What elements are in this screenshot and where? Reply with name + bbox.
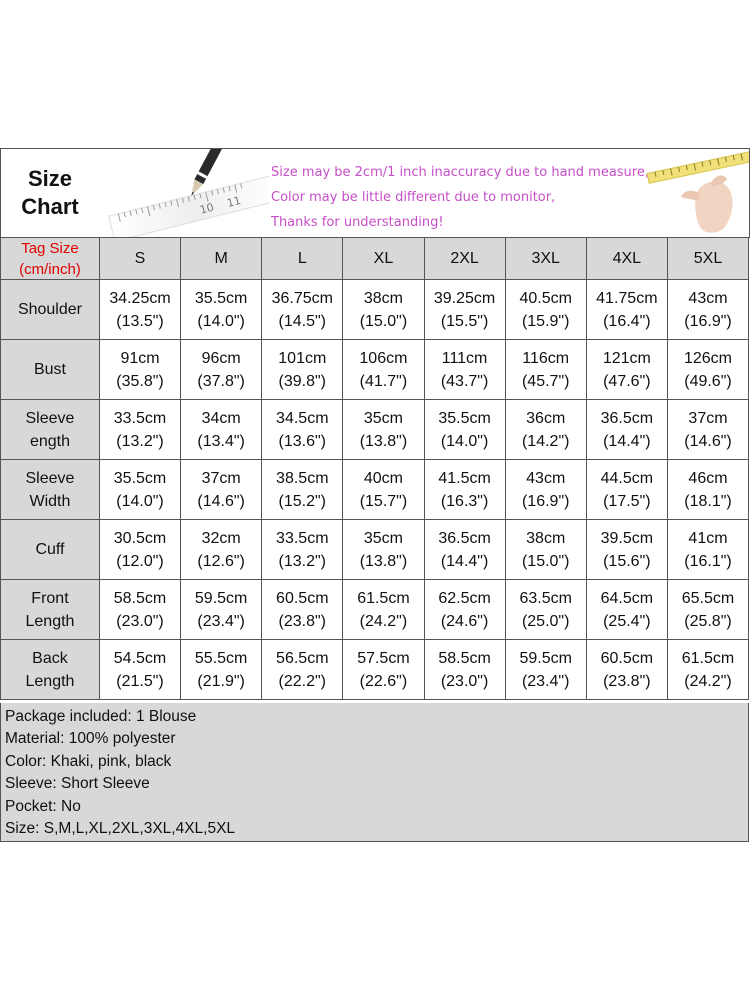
measurement-cell-2xl <box>425 580 506 640</box>
cm-value: 40cm <box>363 469 403 487</box>
measurement-cell-5xl <box>668 280 749 340</box>
cm-value: 35.5cm <box>194 289 248 307</box>
size-chart-header <box>0 148 749 237</box>
measurement-label <box>0 280 100 340</box>
inch-value: (47.6") <box>603 372 651 390</box>
inch-value: (39.8") <box>278 372 327 390</box>
cm-value: 61.5cm <box>357 589 410 607</box>
cm-value: 33.5cm <box>276 529 329 547</box>
measurement-label-line1: Bust <box>33 361 66 378</box>
cm-value: 59.5cm <box>194 589 248 607</box>
tag-size-row <box>0 238 749 280</box>
cm-value: 63.5cm <box>519 589 572 607</box>
cm-value: 43cm <box>526 469 566 487</box>
inch-value: (24.2") <box>684 672 732 690</box>
measurement-cell-s <box>100 460 181 520</box>
measurement-row <box>0 400 749 460</box>
pencil-ruler-illustration <box>99 149 269 237</box>
inch-value: (16.9") <box>521 492 570 510</box>
cm-value: 39.5cm <box>600 529 654 547</box>
inch-value: (24.6") <box>440 612 489 630</box>
cm-value: 34cm <box>201 409 241 427</box>
cm-value: 35.5cm <box>438 409 491 427</box>
measurement-cell-5xl <box>668 520 749 580</box>
cm-value: 33.5cm <box>113 409 167 427</box>
measurement-cell-m <box>181 520 262 580</box>
inch-value: (25.4") <box>603 612 651 630</box>
cm-value: 106cm <box>359 349 408 367</box>
measurement-cell-3xl <box>506 520 587 580</box>
cm-value: 64.5cm <box>600 589 654 607</box>
inch-value: (23.8") <box>278 612 327 630</box>
cm-value: 46cm <box>688 469 728 487</box>
measurement-label-line2: ength <box>29 432 70 450</box>
measurement-cell-m <box>181 640 262 700</box>
cm-value: 36.5cm <box>600 409 654 427</box>
measurement-cell-2xl <box>425 400 506 460</box>
measurement-cell-m <box>181 460 262 520</box>
cm-value: 37cm <box>201 469 241 487</box>
cm-value: 40.5cm <box>519 289 572 307</box>
measurement-cell-l <box>262 400 343 460</box>
inch-value: (24.2") <box>359 612 408 630</box>
measurement-label-line2: Length <box>25 672 75 690</box>
ruler-shape <box>109 175 269 237</box>
measurement-cell-4xl <box>587 340 668 400</box>
size-header-2xl: 2XL <box>425 238 506 280</box>
inch-value: (14.5") <box>278 312 327 330</box>
inch-value: (16.4") <box>603 312 651 330</box>
measurement-cell-m <box>181 340 262 400</box>
tag-size-label <box>0 238 100 280</box>
measurement-cell-xl <box>343 400 424 460</box>
measurement-cell-s <box>100 340 181 400</box>
size-header-xl: XL <box>343 238 424 280</box>
cm-value: 38cm <box>526 529 566 547</box>
size-table <box>0 238 749 700</box>
size-header-3xl: 3XL <box>506 238 587 280</box>
measurement-cell-s <box>100 280 181 340</box>
inch-value: (45.7") <box>521 372 570 390</box>
cm-value: 41.5cm <box>438 469 491 487</box>
measurement-cell-2xl <box>425 460 506 520</box>
measurement-cell-5xl <box>668 640 749 700</box>
ruler-number-10: 10 <box>198 200 216 217</box>
inch-value: (21.9") <box>197 672 245 690</box>
measurement-label-line2: Length <box>25 612 75 630</box>
cm-value: 96cm <box>201 349 241 367</box>
tag-size-label-line2: (cm/inch) <box>19 260 81 278</box>
info-sizes: Size: S,M,L,XL,2XL,3XL,4XL,5XL <box>5 820 236 838</box>
measurement-row <box>0 580 749 640</box>
cm-value: 60.5cm <box>276 589 329 607</box>
measurement-cell-2xl <box>425 340 506 400</box>
measurement-cell-l <box>262 640 343 700</box>
cm-value: 36.5cm <box>438 529 491 547</box>
measurement-label-line1: Sleeve <box>25 469 75 487</box>
measurement-row <box>0 340 749 400</box>
measurement-cell-2xl <box>425 520 506 580</box>
cm-value: 59.5cm <box>519 649 572 667</box>
cm-value: 43cm <box>688 289 728 307</box>
inch-value: (14.0") <box>197 312 245 330</box>
measurement-cell-xl <box>343 340 424 400</box>
measurement-cell-l <box>262 340 343 400</box>
inch-value: (23.0") <box>116 612 164 630</box>
measurement-row <box>0 280 749 340</box>
cm-value: 101cm <box>278 349 327 367</box>
cm-value: 61.5cm <box>681 649 735 667</box>
measurement-cell-5xl <box>668 460 749 520</box>
measure-note: Size may be 2cm/1 inch inaccuracy due to hand measure, <box>271 165 649 180</box>
measurement-cell-s <box>100 400 181 460</box>
measurement-cell-4xl <box>587 520 668 580</box>
measurement-cell-5xl <box>668 400 749 460</box>
cm-value: 35cm <box>363 529 403 547</box>
cm-value: 34.5cm <box>276 409 329 427</box>
measurement-cell-m <box>181 400 262 460</box>
measurement-cell-5xl <box>668 580 749 640</box>
inch-value: (23.0") <box>440 672 489 690</box>
title-line-2: Chart <box>21 194 79 219</box>
measurement-cell-3xl <box>506 640 587 700</box>
inch-value: (14.2") <box>521 432 570 450</box>
inch-value: (15.0") <box>359 312 408 330</box>
title-line-1: Size <box>27 166 73 191</box>
measurement-label <box>0 460 100 520</box>
cm-value: 126cm <box>683 349 732 367</box>
measurement-label-line2: Width <box>29 492 71 510</box>
inch-value: (14.6") <box>197 492 245 510</box>
inch-value: (25.0") <box>521 612 570 630</box>
inch-value: (12.0") <box>116 552 164 570</box>
measurement-label <box>0 520 100 580</box>
cm-value: 121cm <box>602 349 651 367</box>
measurement-cell-3xl <box>506 280 587 340</box>
measurement-label <box>0 400 100 460</box>
measurement-cell-4xl <box>587 280 668 340</box>
measurement-cell-l <box>262 280 343 340</box>
inch-value: (15.9") <box>521 312 570 330</box>
inch-value: (23.4") <box>197 612 245 630</box>
measurement-cell-5xl <box>668 340 749 400</box>
inch-value: (14.0") <box>116 492 164 510</box>
measurement-cell-s <box>100 640 181 700</box>
cm-value: 38.5cm <box>276 469 329 487</box>
inch-value: (14.4") <box>440 552 489 570</box>
measurement-cell-xl <box>343 460 424 520</box>
inch-value: (16.1") <box>684 552 732 570</box>
measurement-cell-l <box>262 580 343 640</box>
measurement-cell-xl <box>343 520 424 580</box>
inch-value: (15.6") <box>603 552 651 570</box>
measurement-label <box>0 640 100 700</box>
cm-value: 91cm <box>120 349 160 367</box>
measurement-rows <box>0 280 749 700</box>
inch-value: (49.6") <box>684 372 732 390</box>
cm-value: 60.5cm <box>600 649 654 667</box>
inch-value: (15.2") <box>278 492 327 510</box>
inch-value: (17.5") <box>603 492 651 510</box>
inch-value: (18.1") <box>684 492 732 510</box>
size-header-5xl: 5XL <box>668 238 749 280</box>
inch-value: (35.8") <box>116 372 164 390</box>
hand-shape <box>681 176 732 233</box>
cm-value: 58.5cm <box>113 589 167 607</box>
cm-value: 57.5cm <box>357 649 410 667</box>
inch-value: (14.4") <box>603 432 651 450</box>
cm-value: 58.5cm <box>438 649 491 667</box>
inch-value: (41.7") <box>359 372 408 390</box>
cm-value: 116cm <box>522 349 570 367</box>
cm-value: 54.5cm <box>113 649 167 667</box>
inch-value: (23.4") <box>521 672 570 690</box>
cm-value: 65.5cm <box>681 589 735 607</box>
thanks-note: Thanks for understanding! <box>271 215 444 230</box>
inch-value: (22.2") <box>278 672 327 690</box>
measurement-cell-xl <box>343 640 424 700</box>
cm-value: 38cm <box>363 289 403 307</box>
tape-measure-hand-illustration <box>599 149 749 237</box>
measurement-cell-m <box>181 280 262 340</box>
measurement-label-line1: Back <box>32 649 68 667</box>
measurement-label-line1: Shoulder <box>17 301 82 318</box>
size-header-4xl: 4XL <box>587 238 668 280</box>
measurement-cell-3xl <box>506 340 587 400</box>
measurement-cell-4xl <box>587 400 668 460</box>
inch-value: (13.8") <box>359 552 408 570</box>
cm-value: 35.5cm <box>113 469 167 487</box>
ruler-number-11: 11 <box>225 194 243 211</box>
cm-value: 30.5cm <box>113 529 167 547</box>
inch-value: (43.7") <box>440 372 489 390</box>
info-sleeve: Sleeve: Short Sleeve <box>5 775 150 793</box>
measurement-label-line1: Sleeve <box>25 409 75 427</box>
inch-value: (13.2") <box>278 552 327 570</box>
measurement-cell-xl <box>343 580 424 640</box>
inch-value: (15.7") <box>359 492 408 510</box>
measurement-cell-s <box>100 520 181 580</box>
inch-value: (15.0") <box>521 552 570 570</box>
inch-value: (13.2") <box>116 432 164 450</box>
inch-value: (25.8") <box>684 612 732 630</box>
measurement-label <box>0 580 100 640</box>
measurement-cell-s <box>100 580 181 640</box>
inch-value: (15.5") <box>440 312 489 330</box>
measurement-row <box>0 640 749 700</box>
measurement-row <box>0 520 749 580</box>
measurement-banner <box>99 148 750 238</box>
cm-value: 35cm <box>363 409 403 427</box>
inch-value: (14.0") <box>440 432 489 450</box>
measurement-cell-4xl <box>587 580 668 640</box>
cm-value: 32cm <box>201 529 241 547</box>
size-header-l: L <box>262 238 343 280</box>
measurement-cell-m <box>181 580 262 640</box>
measurement-row <box>0 460 749 520</box>
measurement-label-line1: Front <box>31 589 69 607</box>
info-material: Material: 100% polyester <box>5 730 176 748</box>
inch-value: (21.5") <box>116 672 164 690</box>
cm-value: 44.5cm <box>600 469 654 487</box>
measurement-cell-2xl <box>425 280 506 340</box>
cm-value: 39.25cm <box>433 289 496 307</box>
inch-value: (22.6") <box>359 672 408 690</box>
cm-value: 36cm <box>526 409 566 427</box>
inch-value: (37.8") <box>197 372 245 390</box>
measurement-label <box>0 340 100 400</box>
inch-value: (13.6") <box>278 432 327 450</box>
inch-value: (16.3") <box>440 492 489 510</box>
measurement-cell-4xl <box>587 460 668 520</box>
size-chart-title <box>0 148 100 238</box>
cm-value: 111cm <box>441 349 488 367</box>
measurement-cell-4xl <box>587 640 668 700</box>
cm-value: 34.25cm <box>109 289 171 307</box>
inch-value: (16.9") <box>684 312 732 330</box>
inch-value: (12.6") <box>197 552 245 570</box>
inch-value: (13.4") <box>197 432 245 450</box>
cm-value: 37cm <box>688 409 728 427</box>
info-package: Package included: 1 Blouse <box>5 708 197 725</box>
measurement-cell-3xl <box>506 580 587 640</box>
product-info <box>0 703 749 842</box>
cm-value: 41.75cm <box>596 289 658 307</box>
measurement-cell-xl <box>343 280 424 340</box>
info-color: Color: Khaki, pink, black <box>5 752 172 770</box>
size-header-s: S <box>100 238 181 280</box>
measurement-cell-3xl <box>506 460 587 520</box>
inch-value: (13.8") <box>359 432 408 450</box>
inch-value: (13.5") <box>116 312 164 330</box>
cm-value: 62.5cm <box>438 589 491 607</box>
measurement-cell-2xl <box>425 640 506 700</box>
measurement-label-line1: Cuff <box>35 541 65 558</box>
cm-value: 56.5cm <box>276 649 329 667</box>
cm-value: 41cm <box>688 529 728 547</box>
inch-value: (23.8") <box>603 672 651 690</box>
size-header-m: M <box>181 238 262 280</box>
color-note: Color may be little different due to monitor, <box>271 190 556 205</box>
tag-size-label-line1: Tag Size <box>21 239 79 257</box>
measurement-cell-l <box>262 520 343 580</box>
measurement-cell-3xl <box>506 400 587 460</box>
info-pocket: Pocket: No <box>5 797 81 815</box>
cm-value: 36.75cm <box>271 289 333 307</box>
measurement-cell-l <box>262 460 343 520</box>
cm-value: 55.5cm <box>194 649 248 667</box>
inch-value: (14.6") <box>684 432 732 450</box>
